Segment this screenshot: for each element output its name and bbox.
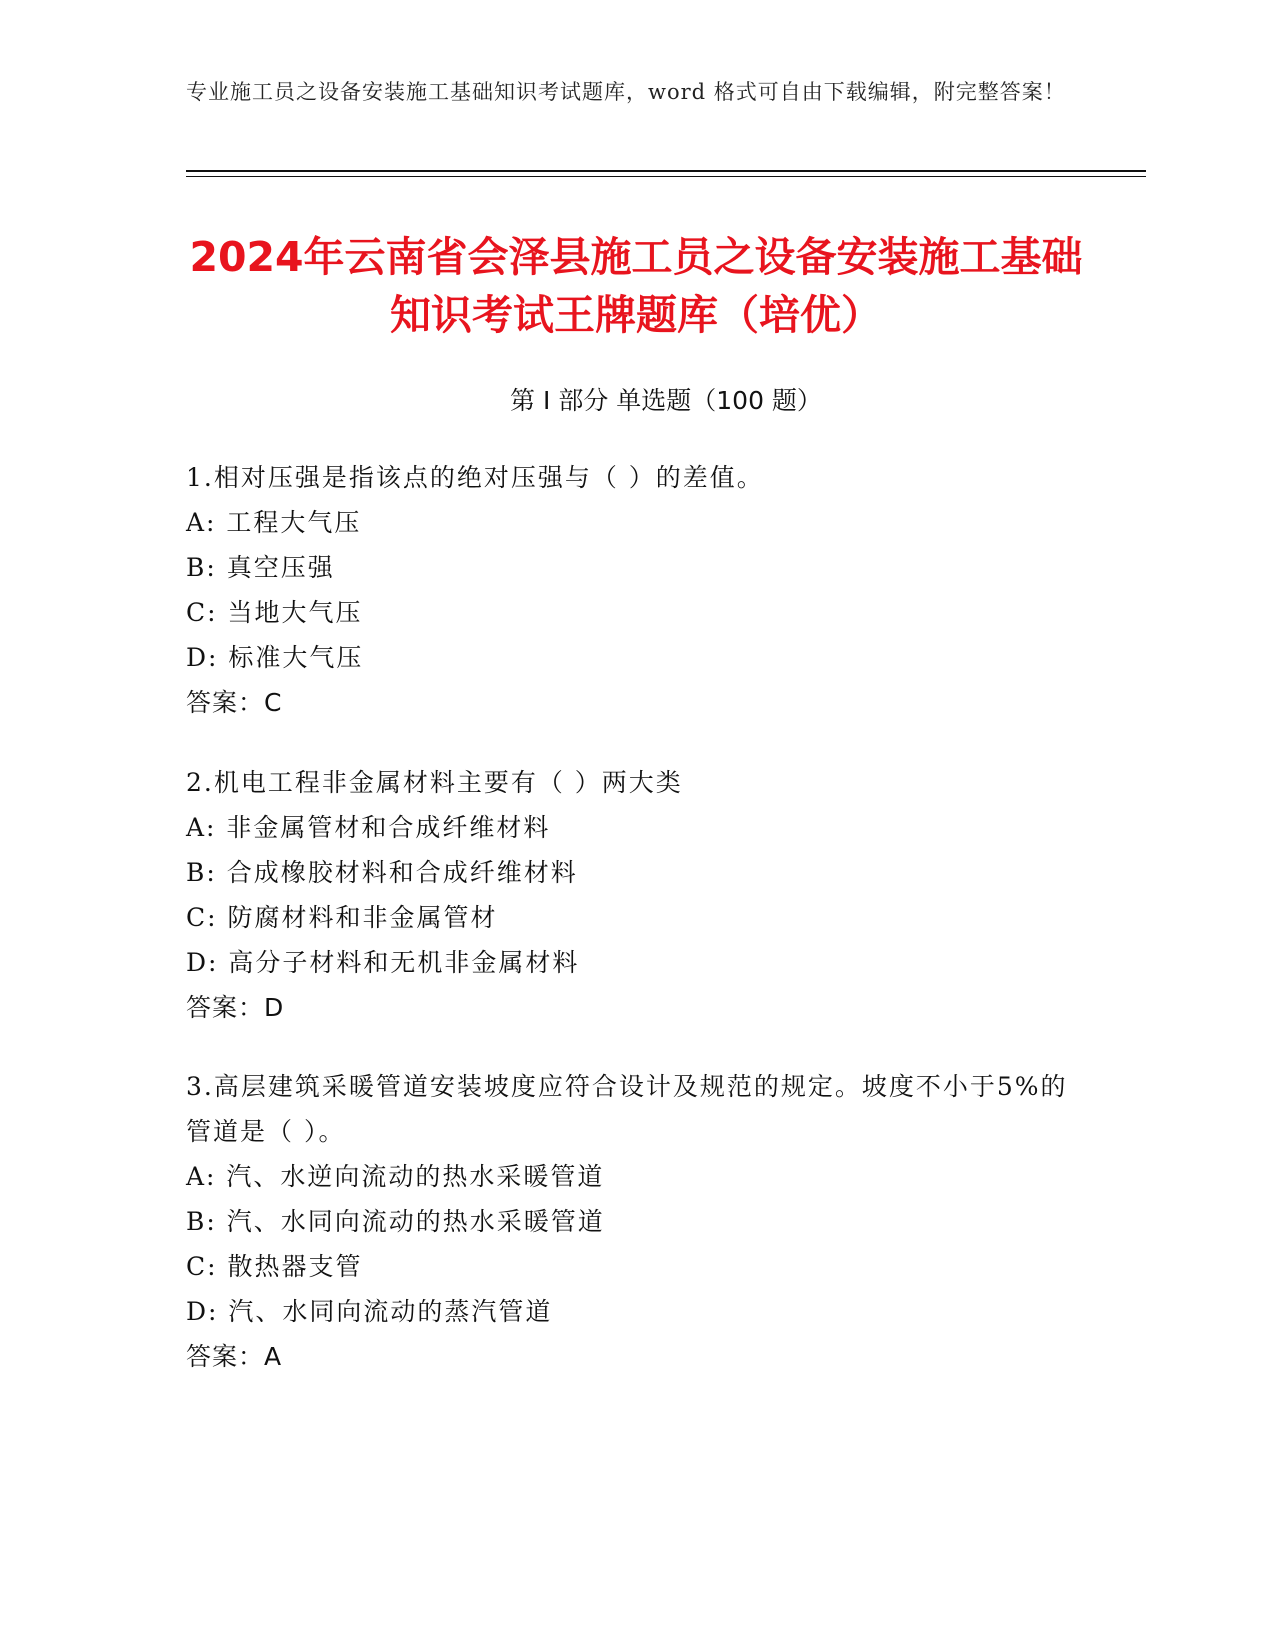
- option-d: D: 标准大气压: [186, 643, 364, 672]
- section-title: 第 I 部分 单选题（100 题）: [510, 386, 822, 415]
- question-stem: 2.机电工程非金属材料主要有（ ）两大类: [186, 768, 683, 797]
- option-c: C: 当地大气压: [186, 598, 363, 627]
- question-stem: 1.相对压强是指该点的绝对压强与（ ）的差值。: [186, 463, 764, 492]
- option-c: C: 散热器支管: [186, 1252, 363, 1281]
- option-a: A: 汽、水逆向流动的热水采暖管道: [186, 1162, 605, 1191]
- option-d: D: 高分子材料和无机非金属材料: [186, 948, 580, 977]
- option-a: A: 非金属管材和合成纤维材料: [186, 813, 551, 842]
- question-1: [186, 455, 1086, 725]
- question-stem: 3.高层建筑采暖管道安装坡度应符合设计及规范的规定。坡度不小于5%的管道是（ ）。: [186, 1072, 1068, 1146]
- option-b: B: 真空压强: [186, 553, 335, 582]
- header-note: 专业施工员之设备安装施工基础知识考试题库，word 格式可自由下载编辑，附完整答案！: [186, 80, 1066, 104]
- document-title: 2024年云南省会泽县施工员之设备安装施工基础知识考试王牌题库（培优）: [189, 233, 1083, 339]
- option-d: D: 汽、水同向流动的蒸汽管道: [186, 1297, 553, 1326]
- answer: 答案：D: [186, 993, 285, 1022]
- answer: 答案：A: [186, 1342, 283, 1371]
- question-2: [186, 760, 1086, 1030]
- question-3: [186, 1064, 1086, 1379]
- answer: 答案：C: [186, 688, 283, 717]
- header-divider-bottom: [186, 176, 1146, 177]
- header-divider-top: [186, 170, 1146, 172]
- option-c: C: 防腐材料和非金属管材: [186, 903, 498, 932]
- option-a: A: 工程大气压: [186, 508, 362, 537]
- option-b: B: 汽、水同向流动的热水采暖管道: [186, 1207, 605, 1236]
- option-b: B: 合成橡胶材料和合成纤维材料: [186, 858, 578, 887]
